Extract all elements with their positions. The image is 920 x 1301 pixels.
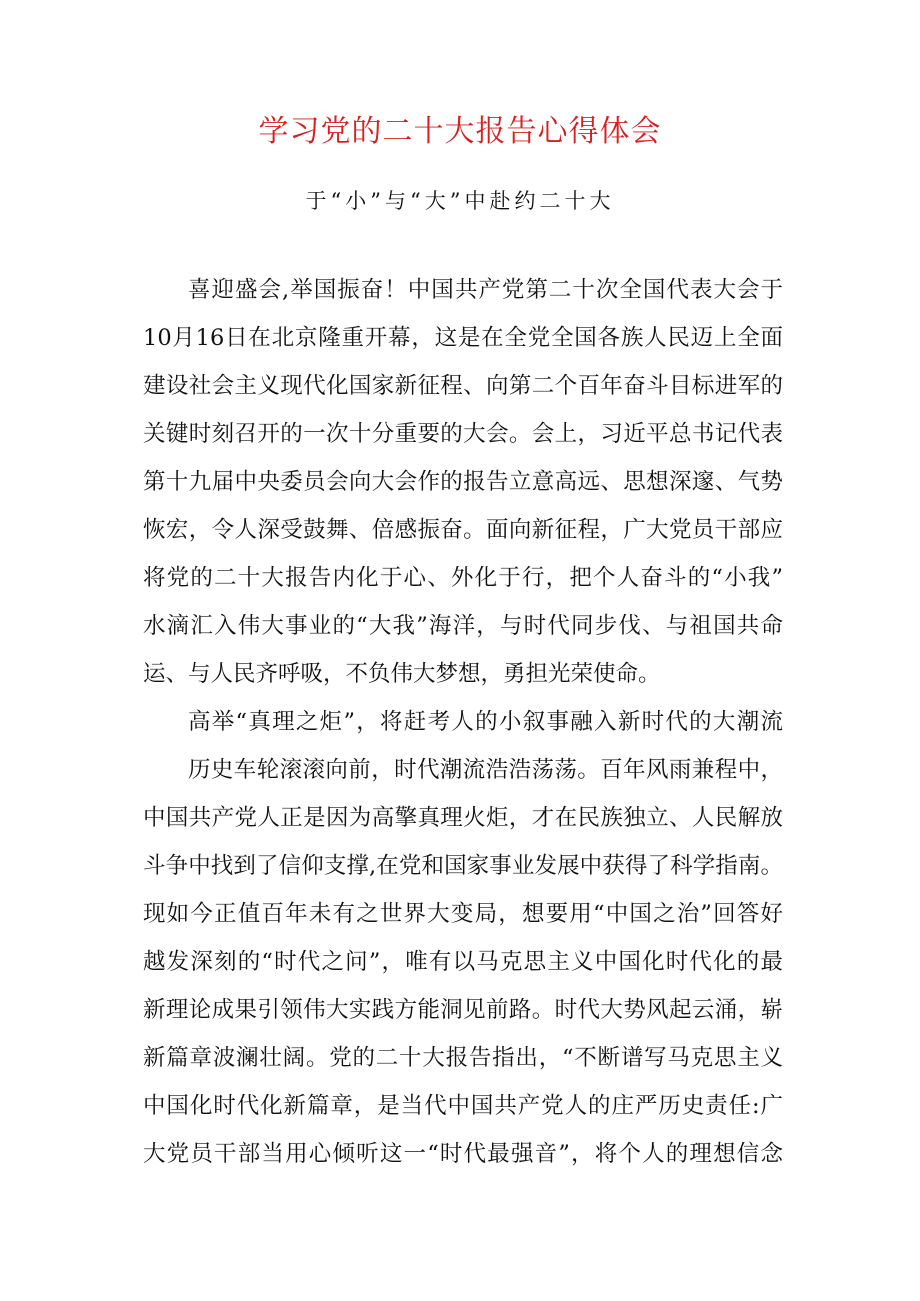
paragraph-line: 中国化时代化新篇章，是当代中国共产党人的庄严历史责任:广 bbox=[143, 1093, 783, 1119]
paragraph-line: 中国共产党人正是因为高擎真理火炬，才在民族独立、人民解放 bbox=[143, 805, 783, 831]
paragraph-line: 斗争中找到了信仰支撑,在党和国家事业发展中获得了科学指南。 bbox=[143, 853, 783, 879]
section-heading: 高举“真理之炬”，将赶考人的小叙事融入新时代的大潮流 bbox=[188, 709, 783, 735]
paragraph-line: 关键时刻召开的一次十分重要的大会。会上，习近平总书记代表 bbox=[143, 421, 783, 447]
paragraph-line: 恢宏，令人深受鼓舞、倍感振奋。面向新征程，广大党员干部应 bbox=[143, 517, 783, 543]
paragraph-line: 新篇章波澜壮阔。党的二十大报告指出，“不断谱写马克思主义 bbox=[143, 1045, 783, 1071]
paragraph-line: 喜迎盛会,举国振奋！中国共产党第二十次全国代表大会于 bbox=[188, 277, 783, 303]
document-body bbox=[143, 266, 783, 1178]
document-title: 学习党的二十大报告心得体会 bbox=[258, 114, 662, 149]
paragraph-line: 运、与人民齐呼吸，不负伟大梦想，勇担光荣使命。 bbox=[143, 661, 661, 687]
document-subtitle: 于“小”与“大”中赴约二十大 bbox=[305, 189, 615, 213]
paragraph-line: 大党员干部当用心倾听这一“时代最强音”，将个人的理想信念 bbox=[143, 1141, 783, 1167]
paragraph-line: 10月16日在北京隆重开幕，这是在全党全国各族人民迈上全面 bbox=[143, 325, 783, 351]
paragraph-line: 将党的二十大报告内化于心、外化于行，把个人奋斗的“小我” bbox=[143, 565, 783, 591]
paragraph-line: 历史车轮滚滚向前，时代潮流浩浩荡荡。百年风雨兼程中， bbox=[188, 757, 783, 783]
paragraph-line: 水滴汇入伟大事业的“大我”海洋，与时代同步伐、与祖国共命 bbox=[143, 613, 783, 639]
paragraph-line: 越发深刻的“时代之问”，唯有以马克思主义中国化时代化的最 bbox=[143, 949, 783, 975]
paragraph-line: 新理论成果引领伟大实践方能洞见前路。时代大势风起云涌，崭 bbox=[143, 997, 783, 1023]
paragraph-line: 建设社会主义现代化国家新征程、向第二个百年奋斗目标进军的 bbox=[143, 373, 783, 399]
paragraph-line: 现如今正值百年未有之世界大变局，想要用“中国之治”回答好 bbox=[143, 901, 783, 927]
paragraph-line: 第十九届中央委员会向大会作的报告立意高远、思想深邃、气势 bbox=[143, 469, 783, 495]
